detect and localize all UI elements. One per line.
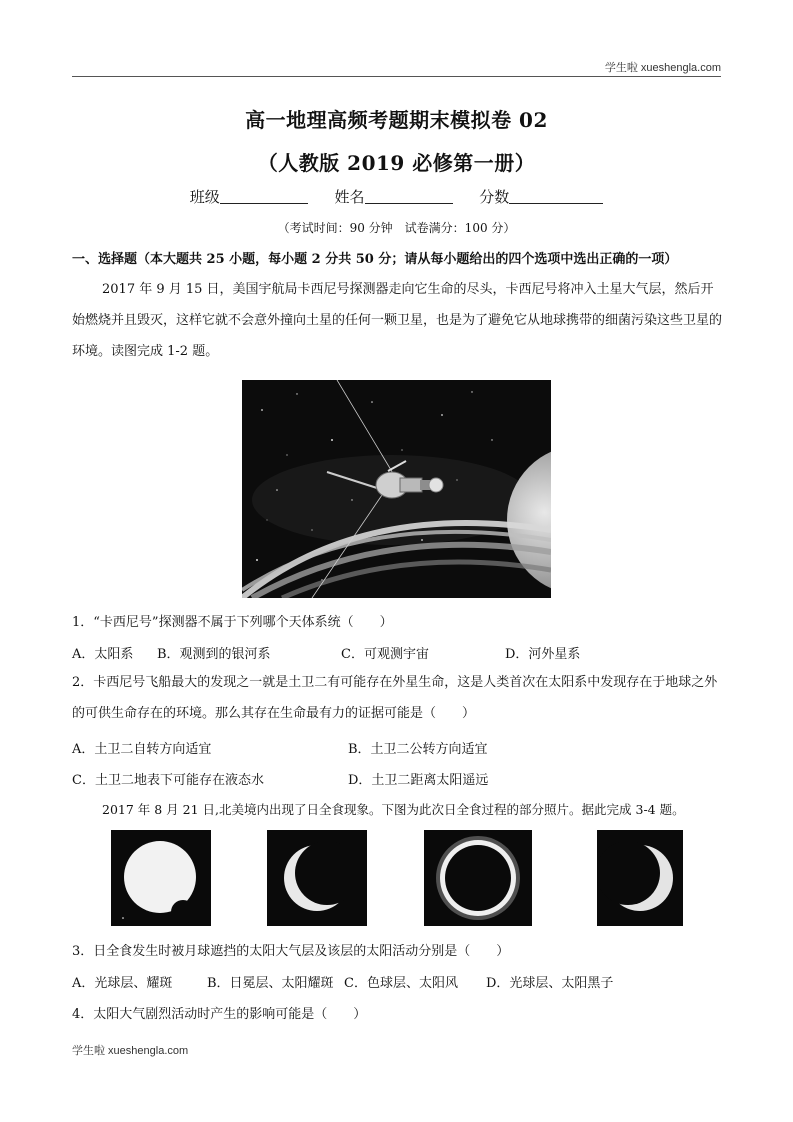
score-blank[interactable] — [509, 189, 603, 204]
q1-option-b[interactable]: B．观测到的银河系 — [157, 647, 271, 662]
q2-option-b[interactable]: B．土卫二公转方向适宜 — [348, 742, 488, 757]
q2-option-c[interactable]: C．土卫二地表下可能存在液态水 — [72, 773, 264, 788]
q3-option-d[interactable]: D．光球层、太阳黑子 — [486, 976, 614, 991]
q1-option-a[interactable]: A．太阳系 — [72, 647, 134, 662]
footer-site-name: 学生啦 xueshengla.com — [72, 1045, 189, 1057]
name-label: 姓名 — [334, 188, 365, 206]
intro-paragraph-1: 2017 年 9 月 15 日，美国宇航局卡西尼号探测器走向它生命的尽头，卡西尼号将冲入土星大气层，然后开始燃烧并且毁灭，这样它就不会意外撞向土星的任何一颗卫星，也是为了避免它从地球携带的细菌污染这些卫星的环境。读图完成 1-2 题。 — [72, 282, 723, 359]
question-2-stem: 2．卡西尼号飞船最大的发现之一就是土卫二有可能存在外星生命，这是人类首次在太阳系中发现存在于地球之外的可供生命存在的环境。那么其存在生命最有力的证据可能是（ ） — [72, 675, 718, 721]
question-1-options — [72, 643, 722, 662]
score-label: 分数 — [479, 188, 510, 206]
q3-option-c[interactable]: C．色球层、太阳风 — [344, 976, 458, 991]
eclipse-photo-3 — [424, 830, 532, 926]
exam-title: 高一地理高频考题期末模拟卷 02 — [245, 108, 548, 132]
question-4-stem: 4．太阳大气剧烈活动时产生的影响可能是（ ） — [72, 1007, 367, 1022]
section-heading: 一、选择题（本大题共 25 小题，每小题 2 分共 50 分；请从每小题给出的四个选项中选出正确的一项） — [72, 252, 678, 267]
eclipse-photo-4 — [597, 830, 683, 926]
student-info-row — [0, 186, 793, 207]
question-2-options-row1 — [72, 738, 722, 757]
eclipse-photo-1 — [111, 830, 211, 926]
q2-option-a[interactable]: A．土卫二自转方向适宜 — [72, 742, 212, 757]
intro-paragraph-2: 2017 年 8 月 21 日,北美境内出现了日全食现象。下图为此次日全食过程的部分照片。据此完成 3-4 题。 — [102, 802, 685, 817]
q3-option-b[interactable]: B．日冕层、太阳耀斑 — [207, 976, 334, 991]
question-3-stem: 3．日全食发生时被月球遮挡的太阳大气层及该层的太阳活动分别是（ ） — [72, 944, 510, 959]
question-2-options-row2 — [72, 769, 722, 788]
q2-option-d[interactable]: D．土卫二距离太阳遥远 — [348, 773, 489, 788]
name-blank[interactable] — [365, 189, 453, 204]
class-label: 班级 — [189, 188, 220, 206]
question-1-stem: 1．“卡西尼号”探测器不属于下列哪个天体系统（ ） — [72, 615, 393, 630]
q3-option-a[interactable]: A．光球层、耀斑 — [72, 976, 173, 991]
class-blank[interactable] — [220, 189, 308, 204]
eclipse-photo-2 — [267, 830, 367, 926]
exam-info: （考试时间：90 分钟 试卷满分：100 分） — [277, 221, 516, 235]
header-site-name: 学生啦 xueshengla.com — [604, 62, 721, 74]
q1-option-d[interactable]: D．河外星系 — [505, 647, 581, 662]
exam-subtitle: （人教版 2019 必修第一册） — [257, 151, 536, 175]
q1-option-c[interactable]: C．可观测宇宙 — [341, 647, 429, 662]
question-3-options — [72, 972, 722, 991]
cassini-saturn-image — [242, 380, 551, 598]
header-divider — [72, 76, 721, 77]
